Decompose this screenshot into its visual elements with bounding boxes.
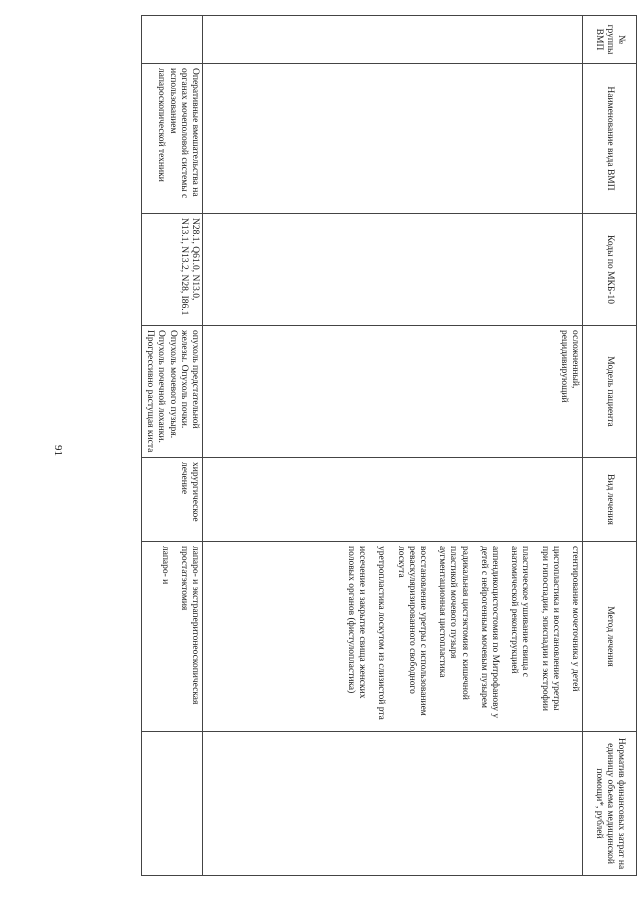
cell-method (203, 542, 583, 732)
table-row (203, 16, 583, 876)
header-type: Вид лечения (583, 458, 637, 542)
cell-group-no (141, 16, 202, 64)
method-item: лапаро- и (159, 546, 170, 585)
table-row (141, 16, 202, 876)
cell-model: опухоль предстательной железы. Опухоль почки. Опухоль мочевого пузыря. Опухоль почечной лоханки. Прогрессивно растущая киста (141, 326, 202, 458)
cell-name (203, 64, 583, 214)
header-norm: Норматив финансовых затрат на единицу объема медицинской помощи*, рублей (583, 732, 637, 876)
cell-norm (203, 732, 583, 876)
cell-type: хирургическое лечение (141, 458, 202, 542)
rotated-page (137, 15, 637, 875)
method-item: уретропластика лоскутом из слизистой рта (376, 546, 387, 720)
cell-mkb: N28.1, Q61.0, N13.0, N13.1, N13.2, N28, I86.1 (141, 214, 202, 326)
table-header-row (583, 16, 637, 876)
vmp-table (141, 15, 637, 876)
method-item: восстановление уретры с использованием реваскуляризированного свободного лоскута (395, 546, 428, 716)
header-method: Метод лечения (583, 542, 637, 732)
cell-type (203, 458, 583, 542)
cell-name: Оперативные вмешательства на органах мочеполовой системы с использованием лапароскопической техники (141, 64, 202, 214)
cell-norm (141, 732, 202, 876)
header-mkb: Коды по МКБ-10 (583, 214, 637, 326)
header-name: Наименование вида ВМП (583, 64, 637, 214)
method-item: радикальная цистэктомия с кишечной пластикой мочевого пузыря (448, 546, 470, 700)
method-item: аппендикоцистостомия по Митрофанову у детей с нейрогенным мочевым пузырем (478, 546, 500, 719)
method-item: иссечение и закрытие свища женских половых органов (фистулопластика) (345, 546, 368, 699)
method-item: пластическое ушивание свища с анатомической реконструкцией (509, 546, 531, 677)
method-item: аугментационная цистопластика (437, 546, 448, 678)
method-item: цистопластика и восстановление уретры при гипоспадии, эписпадии и экстрофии (539, 546, 561, 711)
method-item: лапаро- и экстраперитонеоскопическая простатэктомия (178, 546, 200, 705)
method-item: стентирование мочеточника у детей (570, 546, 580, 692)
cell-mkb (203, 214, 583, 326)
page-number: 91 (52, 445, 64, 456)
cell-group-no (203, 16, 583, 64)
header-group-no: № группы ВМП (583, 16, 637, 64)
cell-method (141, 542, 202, 732)
header-model: Модель пациента (583, 326, 637, 458)
cell-model: осложненный, рецидивирующий (203, 326, 583, 458)
